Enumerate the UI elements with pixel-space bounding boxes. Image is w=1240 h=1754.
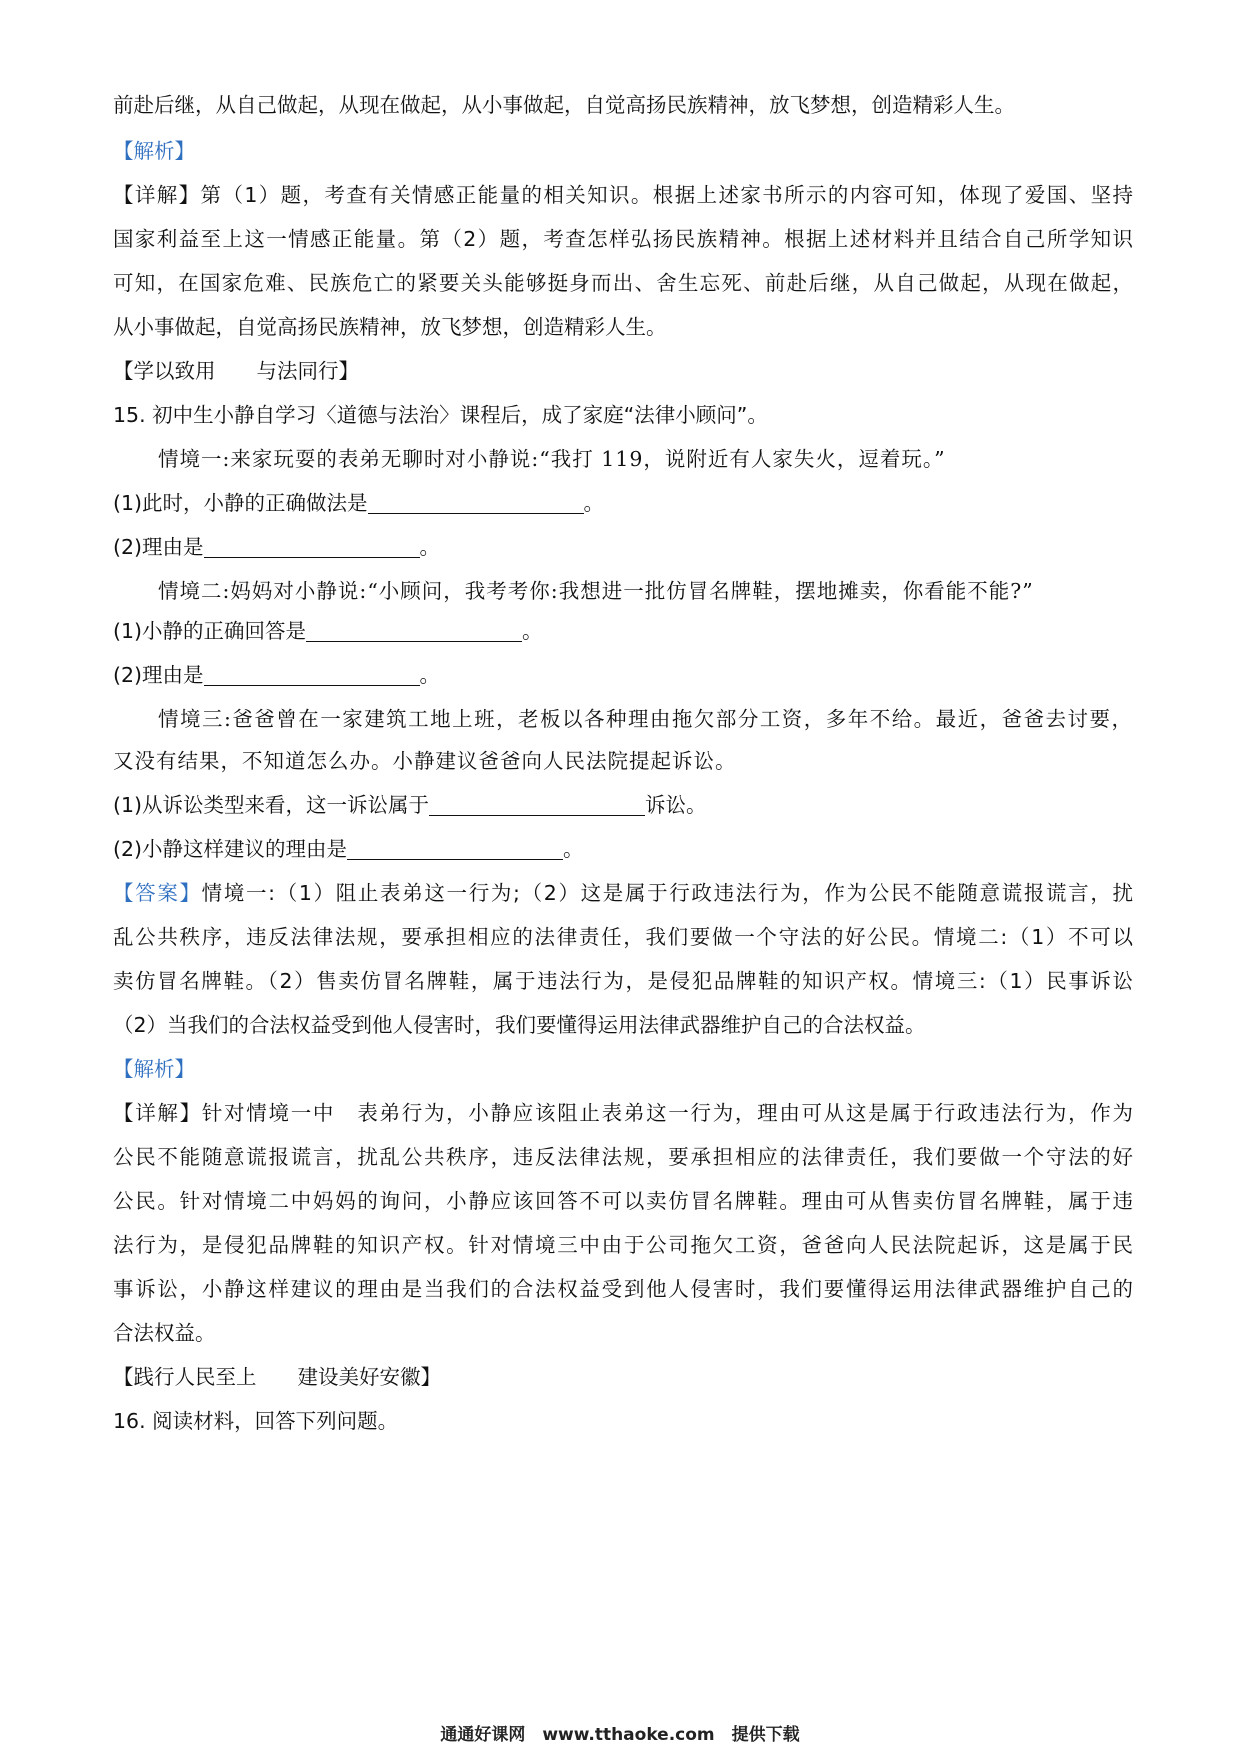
answer-blank[interactable] xyxy=(347,837,563,860)
answer-blank[interactable] xyxy=(306,619,522,642)
answer-line: 乱公共秩序，违反法律法规，要承担相应的法律责任，我们要做一个守法的好公民。情境二:（1）不可以 xyxy=(113,925,1133,949)
answer-line xyxy=(113,878,1133,908)
question-text: (1)小静的正确回答是 xyxy=(113,619,307,643)
text-line: 从小事做起，自觉高扬民族精神，放飞梦想，创造精彩人生。 xyxy=(113,315,667,339)
punctuation: 。 xyxy=(419,663,441,687)
scenario-1-question-2 xyxy=(113,532,1133,562)
text-line: 国家利益至上这一情感正能量。第（2）题，考查怎样弘扬民族精神。根据上述材料并且结合自己所学知识 xyxy=(113,227,1133,251)
scenario-3-question-1 xyxy=(113,790,1133,820)
question-text-end: 诉讼。 xyxy=(645,793,707,817)
answer-line: （2）当我们的合法权益受到他人侵害时，我们要懂得运用法律武器维护自己的合法权益。 xyxy=(113,1013,926,1037)
scenario-3: 情境三:爸爸曾在一家建筑工地上班，老板以各种理由拖欠部分工资，多年不给。最近，爸爸去讨要， xyxy=(158,707,1133,731)
detail-line: 事诉讼，小静这样建议的理由是当我们的合法权益受到他人侵害时，我们要懂得运用法律武器维护自己的 xyxy=(113,1277,1133,1301)
question-15-stem: 15. 初中生小静自学习〈道德与法治〉课程后，成了家庭“法律小顾问”。 xyxy=(113,403,768,427)
page-footer: 通通好课网 www.tthaoke.com 提供下载 xyxy=(440,1725,800,1745)
question-text: (2)理由是 xyxy=(113,535,204,559)
scenario-2: 情境二:妈妈对小静说:“小顾问，我考考你:我想进一批仿冒名牌鞋，摆地摊卖，你看能不能?” xyxy=(158,579,1034,603)
text-line: 可知，在国家危难、民族危亡的紧要关头能够挺身而出、舍生忘死、前赴后继，从自己做起，从现在做起， xyxy=(113,271,1133,295)
question-text: (2)理由是 xyxy=(113,663,204,687)
answer-blank[interactable] xyxy=(204,663,420,686)
answer-line: 卖仿冒名牌鞋。（2）售卖仿冒名牌鞋，属于违法行为，是侵犯品牌鞋的知识产权。情境三:（1）民事诉讼 xyxy=(113,969,1133,993)
question-text: (1)从诉讼类型来看，这一诉讼属于 xyxy=(113,793,430,817)
text-line: 【详解】第（1）题，考查有关情感正能量的相关知识。根据上述家书所示的内容可知，体现了爱国、坚持 xyxy=(113,183,1133,207)
scenario-2-question-1 xyxy=(113,616,1133,646)
answer-label: 【答案】 xyxy=(113,881,202,905)
detail-line: 公民。针对情境二中妈妈的询问，小静应该回答不可以卖仿冒名牌鞋。理由可从售卖仿冒名牌鞋，属于违 xyxy=(113,1189,1133,1213)
text-line: 前赴后继，从自己做起，从现在做起，从小事做起，自觉高扬民族精神，放飞梦想，创造精彩人生。 xyxy=(113,93,1015,117)
analysis-label: 【解析】 xyxy=(113,1057,195,1081)
punctuation: 。 xyxy=(583,491,605,515)
question-16-stem: 16. 阅读材料，回答下列问题。 xyxy=(113,1409,399,1433)
scenario-3-question-2 xyxy=(113,834,1133,864)
question-text: (1)此时，小静的正确做法是 xyxy=(113,491,368,515)
analysis-label: 【解析】 xyxy=(113,139,195,163)
punctuation: 。 xyxy=(522,619,543,643)
scenario-1: 情境一:来家玩耍的表弟无聊时对小静说:“我打 119，说附近有人家失火，逗着玩。” xyxy=(158,447,946,471)
question-text: (2)小静这样建议的理由是 xyxy=(113,837,348,861)
punctuation: 。 xyxy=(563,837,584,861)
scenario-1-question-1 xyxy=(113,488,1133,518)
section-heading: 【学以致用 与法同行】 xyxy=(113,359,359,383)
scenario-2-question-2 xyxy=(113,660,1133,690)
scenario-3-continued: 又没有结果，不知道怎么办。小静建议爸爸向人民法院提起诉讼。 xyxy=(113,749,737,773)
punctuation: 。 xyxy=(419,535,441,559)
answer-blank[interactable] xyxy=(429,793,645,816)
answer-blank[interactable] xyxy=(368,491,584,514)
detail-line: 公民不能随意谎报谎言，扰乱公共秩序，违反法律法规，要承担相应的法律责任，我们要做一个守法的好 xyxy=(113,1145,1133,1169)
section-heading: 【践行人民至上 建设美好安徽】 xyxy=(113,1365,441,1389)
detail-line: 【详解】针对情境一中 表弟行为，小静应该阻止表弟这一行为，理由可从这是属于行政违法行为，作为 xyxy=(113,1101,1133,1125)
detail-line: 法行为，是侵犯品牌鞋的知识产权。针对情境三中由于公司拖欠工资，爸爸向人民法院起诉，这是属于民 xyxy=(113,1233,1133,1257)
detail-line: 合法权益。 xyxy=(113,1321,216,1345)
answer-blank[interactable] xyxy=(204,535,420,558)
answer-text: 情境一:（1）阻止表弟这一行为;（2）这是属于行政违法行为，作为公民不能随意谎报谎言，扰 xyxy=(201,881,1134,905)
